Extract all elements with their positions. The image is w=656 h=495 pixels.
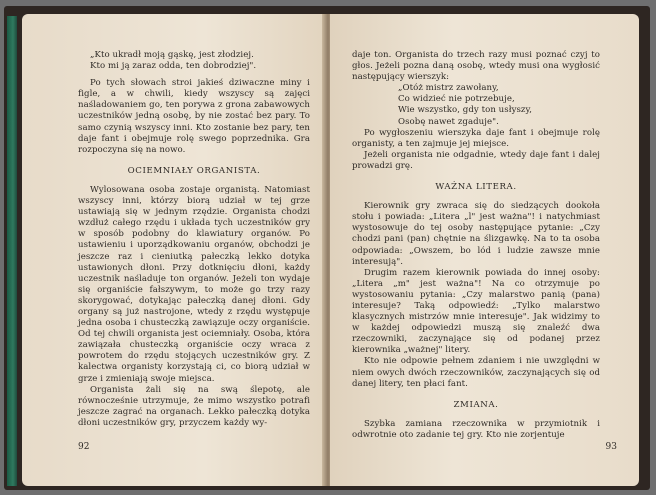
poem-line: Osobę nawet zgaduje". xyxy=(398,116,499,127)
paragraph: Drugim razem kierownik powiada do innej osoby: „Litera „m" jest ważna"! Na co otrzymuje po wystosowaniu pytania: „Czy malarstwo panią (pana) interesuje? Taką odpowiedź: „Tylko malarstwo klasycznych mistrzów mnie interesuje". Jak widzimy to w każdej odpowiedzi muszą się znaleźć dwa rzeczowniki, zaczynające się od podanej przez kierownika „ważnej" litery. xyxy=(352,267,600,356)
page-number: 92 xyxy=(78,442,90,452)
section-heading: WAŻNA LITERA. xyxy=(435,182,517,193)
paragraph[interactable]: Po tych słowach stroi jakieś dziwaczne miny i figle, a w chwili, kiedy wszyscy są zajęci naśladowaniem go, ten porywa z grona zabawowych uczestników jedną osobę, by nie zostać bez pary. To samo czynią wszyscy inni. Kto zostanie bez pary, ten daje fant i obejmuje rolę swego poprzednika. Gra rozpoczyna się na nowo. xyxy=(78,78,310,155)
right-poem xyxy=(398,83,600,127)
poem-line: Co widzieć nie potrzebuje, xyxy=(398,94,515,105)
paragraph: Szybka zamiana rzeczownika w przymiotnik i odwrotnie oto zadanie tej gry. Kto nie zorjentuje xyxy=(352,418,600,440)
paragraph: Jeżeli organista nie odgadnie, wtedy daje fant i dalej prowadzi grę. xyxy=(352,149,600,171)
paragraph: Kto nie odpowie pełnem zdaniem i nie uwzględni w niem owych dwóch rzeczowników, zaczynających się od danej litery, ten płaci fant. xyxy=(352,356,600,389)
paragraph[interactable]: Wylosowana osoba zostaje organistą. Natomiast wszyscy inni, którzy biorą udział w tej grze ustawiają się w jednym rzędzie. Organista chodzi wzdłuż całego rzędu i układa tych uczestników gry w sposób podobny do klawiatury organów. Po ustawieniu i uporządkowaniu organów, obchodzi je jeszcze raz i cieniutką pałeczką lekko dotyka ustawionych dłoni. Przy dotknięciu dłoni, każdy uczestnik naśladuje ton organów. Jeżeli ton wydaje się organiście fałszywym, to może go trzy razy skorygować, dotykając pałeczką danej dłoni. Gdy organy są już nastrojone, wtedy z rzędu występuje jedna osoba i chusteczką zawiązuje oczy organiście. Od tej chwili organista jest ociemniały. Osoba, która zawiązała chusteczką organiście oczy wraca z powrotem do rzędu stojących uczestników gry. Z kalectwa organisty korzystają ci, co biorą udział w grze i zmieniają swoje miejsca. xyxy=(78,184,310,384)
right-page xyxy=(330,14,639,486)
poem-line: „Otóż mistrz zawołany, xyxy=(398,83,499,94)
paragraph: daje ton. Organista do trzech razy musi poznać czyj to głos. Jeżeli pozna daną osobę, wtedy musi ona wygłosić następujący wierszyk: xyxy=(352,50,600,83)
poem-line: „Kto ukradł moją gąskę, jest złodziej. xyxy=(90,50,254,60)
page-number: 93 xyxy=(605,442,617,452)
book-cover-edge xyxy=(7,16,17,486)
paragraph: Kierownik gry zwraca się do siedzących dookoła stołu i powiada: „Litera „l" jest ważna"! i natychmiast wystosowuje do tej osoby następujące pytanie: „Czy chodzi pani (pan) chętnie na ślizgawkę. Na to ta osoba odpowiada: „Owszem, bo lód i ludzie zawsze mnie interesują". xyxy=(352,201,600,267)
left-page-text xyxy=(78,50,310,429)
open-book xyxy=(4,6,650,490)
left-poem xyxy=(90,50,310,72)
poem-line: Kto mi ją zaraz odda, ten dobrodziej". xyxy=(90,61,257,72)
paragraph[interactable]: Organista żali się na swą ślepotę, ale równocześnie utrzymuje, że mimo wszystko potrafi jeszcze zagrać na organach. Lekko pałeczką dotyka dłoni uczestników gry, przyczem każdy wy- xyxy=(78,384,310,428)
section-heading: ZMIANA. xyxy=(453,399,499,410)
section-heading: OCIEMNIAŁY ORGANISTA. xyxy=(127,165,261,176)
right-page-text xyxy=(352,50,600,441)
paragraph: Po wygłoszeniu wierszyka daje fant i obejmuje rolę organisty, a ten zajmuje jej miejsce. xyxy=(352,127,600,149)
poem-line: Wie wszystko, gdy ton usłyszy, xyxy=(398,105,533,116)
left-page xyxy=(22,14,326,486)
